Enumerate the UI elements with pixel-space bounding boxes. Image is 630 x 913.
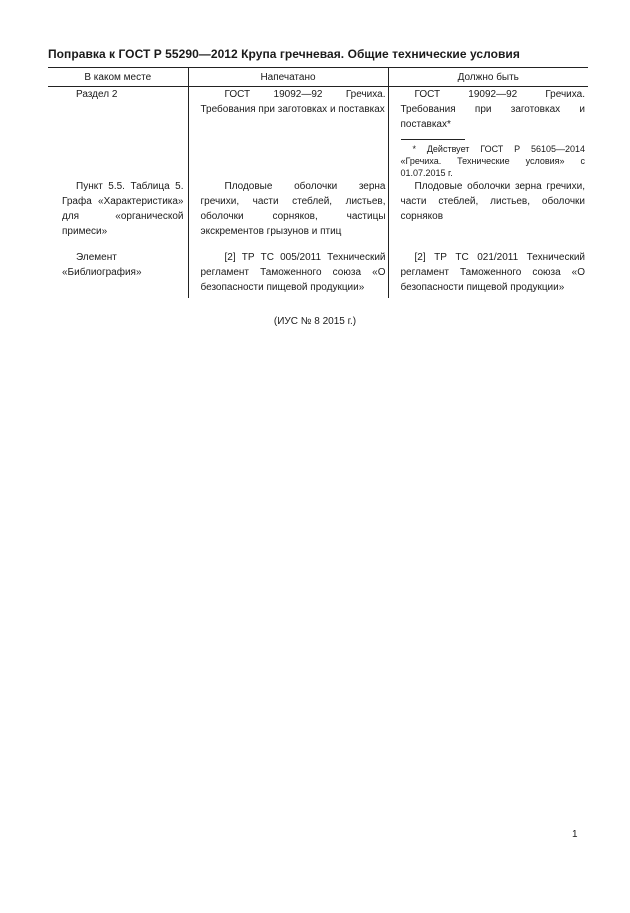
table-row (48, 87, 588, 180)
cell-where (48, 179, 188, 250)
page-number: 1 (572, 829, 578, 840)
footnote-rule (401, 139, 465, 140)
table-header-row (48, 68, 588, 87)
where-text: Элемент «Библиография» (62, 252, 142, 278)
footnote-text: * Действует ГОСТ Р 56105—2014 «Гречиха. Технические условия» с 01.07.2015 г. (400, 144, 585, 178)
cell-where (48, 87, 188, 180)
printed-text: Плодовые оболочки зерна гречихи, части стеблей, листьев, оболочки сорняков, частицы экскрементов грызунов и птиц (200, 181, 386, 237)
source-note: (ИУС № 8 2015 г.) (273, 316, 357, 327)
should-be-text: Плодовые оболочки зерна гречихи, части стеблей, листьев, оболочки сорняков (400, 181, 585, 222)
should-be-text: [2] ТР ТС 021/2011 Технический регламент Таможенного союза «О безопасности пищевой продукции» (400, 252, 585, 293)
table-row (48, 250, 588, 298)
printed-text: [2] ТР ТС 005/2011 Технический регламент Таможенного союза «О безопасности пищевой продукции» (200, 252, 386, 293)
cell-printed (188, 87, 388, 180)
table-row (48, 179, 588, 250)
amendment-table (48, 67, 588, 298)
page-title: Поправка к ГОСТ Р 55290—2012 Крупа гречневая. Общие технические условия (48, 47, 520, 61)
column-header-where: В каком месте (48, 68, 188, 87)
cell-printed (188, 250, 388, 298)
printed-text: ГОСТ 19092—92 Гречиха. Требования при заготовках и поставках (200, 89, 386, 115)
should-be-text: ГОСТ 19092—92 Гречиха. Требования при заготовках и поставках* (400, 89, 585, 130)
where-text: Раздел 2 (76, 89, 118, 100)
column-header-should-be: Должно быть (388, 68, 588, 87)
cell-where (48, 250, 188, 298)
cell-printed (188, 179, 388, 250)
where-text: Пункт 5.5. Таблица 5. Графа «Характеристика» для «органической примеси» (62, 181, 184, 237)
cell-should-be (388, 250, 588, 298)
column-header-printed: Напечатано (188, 68, 388, 87)
cell-should-be (388, 87, 588, 180)
cell-should-be (388, 179, 588, 250)
